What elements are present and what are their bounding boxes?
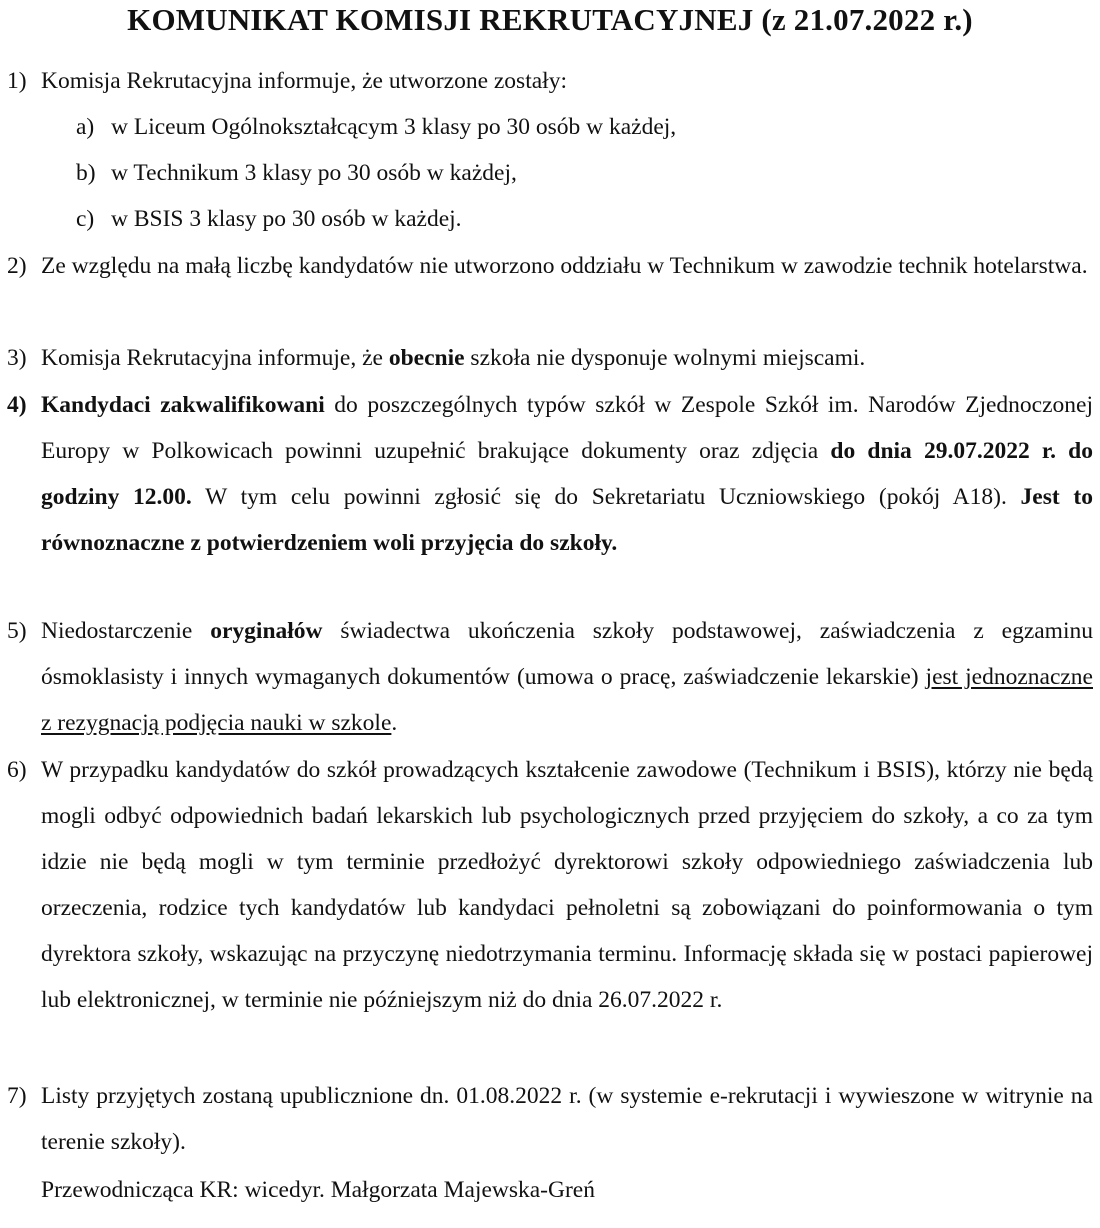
text-run: szkoła nie dysponuje wolnymi miejscami. bbox=[464, 345, 866, 371]
list-item-5 bbox=[7, 608, 1093, 746]
item-text bbox=[41, 608, 1093, 746]
sub-item-text: w Liceum Ogólnokształcącym 3 klasy po 30 osób w każdej, bbox=[111, 114, 677, 140]
item-text bbox=[41, 335, 1093, 381]
item-number: 2) bbox=[7, 253, 27, 279]
item-text: Listy przyjętych zostaną upublicznione dn. 01.08.2022 r. (w systemie e-rekrutacji i wywieszone w witrynie na terenie szkoły). bbox=[41, 1083, 1093, 1155]
sub-item-letter: c) bbox=[76, 206, 95, 232]
text-run: świadectwa ukończenia szkoły podstawowej, zaświadczenia z egzaminu ósmoklasisty i innych wymaganych dokumentów (umowa o pracę, zaświadczenie lekarskie) bbox=[41, 618, 1093, 690]
text-run: do poszczególnych typów szkół w Zespole Szkół im. Narodów Zjednoczonej Europy w Polkowicach powinni uzupełnić brakujące dokumenty oraz zdjęcia bbox=[41, 392, 1093, 464]
bold-text: Jest to równoznaczne z potwierdzeniem woli przyjęcia do szkoły. bbox=[41, 484, 1093, 556]
item-text bbox=[41, 382, 1093, 566]
item-number: 7) bbox=[7, 1083, 27, 1109]
list-item-4 bbox=[7, 382, 1093, 566]
bold-text: oryginałów bbox=[210, 618, 323, 644]
sub-item-letter: a) bbox=[76, 114, 95, 140]
list-item-3 bbox=[7, 335, 1093, 381]
text-run: W tym celu powinni zgłosić się do Sekretariatu Uczniowskiego (pokój A18). bbox=[191, 484, 1021, 510]
signature-line: Przewodnicząca KR: wicedyr. Małgorzata Majewska-Greń bbox=[41, 1177, 595, 1203]
item-number: 4) bbox=[7, 392, 27, 418]
list-item-1 bbox=[7, 58, 1093, 104]
sub-item-text: w BSIS 3 klasy po 30 osób w każdej. bbox=[111, 206, 462, 232]
text-run: . bbox=[391, 710, 398, 736]
text-run: Komisja Rekrutacyjna informuje, że bbox=[41, 345, 389, 371]
underlined-text: jest jednoznaczne z rezygnacją podjęcia nauki w szkole bbox=[41, 664, 1093, 736]
text-run: Niedostarczenie bbox=[41, 618, 211, 644]
deadline-text: do dnia 29.07.2022 r. do godziny 12.00. bbox=[41, 438, 1093, 510]
bold-text: Kandydaci zakwalifikowani bbox=[41, 392, 325, 418]
sub-item-letter: b) bbox=[76, 160, 96, 186]
sub-item-b bbox=[76, 150, 517, 196]
item-number: 5) bbox=[7, 618, 27, 644]
item-number: 3) bbox=[7, 345, 27, 371]
sub-item-text: w Technikum 3 klasy po 30 osób w każdej, bbox=[111, 160, 517, 186]
item-text: Komisja Rekrutacyjna informuje, że utworzone zostały: bbox=[41, 68, 567, 94]
sub-item-c bbox=[76, 196, 462, 242]
item-number: 6) bbox=[7, 757, 27, 783]
list-item-7 bbox=[7, 1073, 1093, 1165]
page-title: KOMUNIKAT KOMISJI REKRUTACYJNEJ (z 21.07.2022 r.) bbox=[127, 2, 973, 37]
item-text: W przypadku kandydatów do szkół prowadzących kształcenie zawodowe (Technikum i BSIS), którzy nie będą mogli odbyć odpowiednich badań lekarskich lub psychologicznych przed przyjęciem do szkoły, a co za tym idzie nie będą mogli w tym terminie przedłożyć dyrektorowi szkoły odpowiedniego zaświadczenia lub orzeczenia, rodzice tych kandydatów lub kandydaci pełnoletni są zobowiązani do poinformowania o tym dyrektora szkoły, wskazując na przyczynę niedotrzymania terminu. Informację składa się w postaci papierowej lub elektronicznej, w terminie nie późniejszym niż do dnia 26.07.2022 r. bbox=[41, 757, 1093, 1013]
sub-item-a bbox=[76, 104, 676, 150]
item-text: Ze względu na małą liczbę kandydatów nie utworzono oddziału w Technikum w zawodzie technik hotelarstwa. bbox=[41, 253, 1088, 279]
bold-text: obecnie bbox=[388, 345, 465, 371]
list-item-6 bbox=[7, 747, 1093, 1023]
list-item-2 bbox=[7, 243, 1093, 289]
item-number: 1) bbox=[7, 68, 27, 94]
